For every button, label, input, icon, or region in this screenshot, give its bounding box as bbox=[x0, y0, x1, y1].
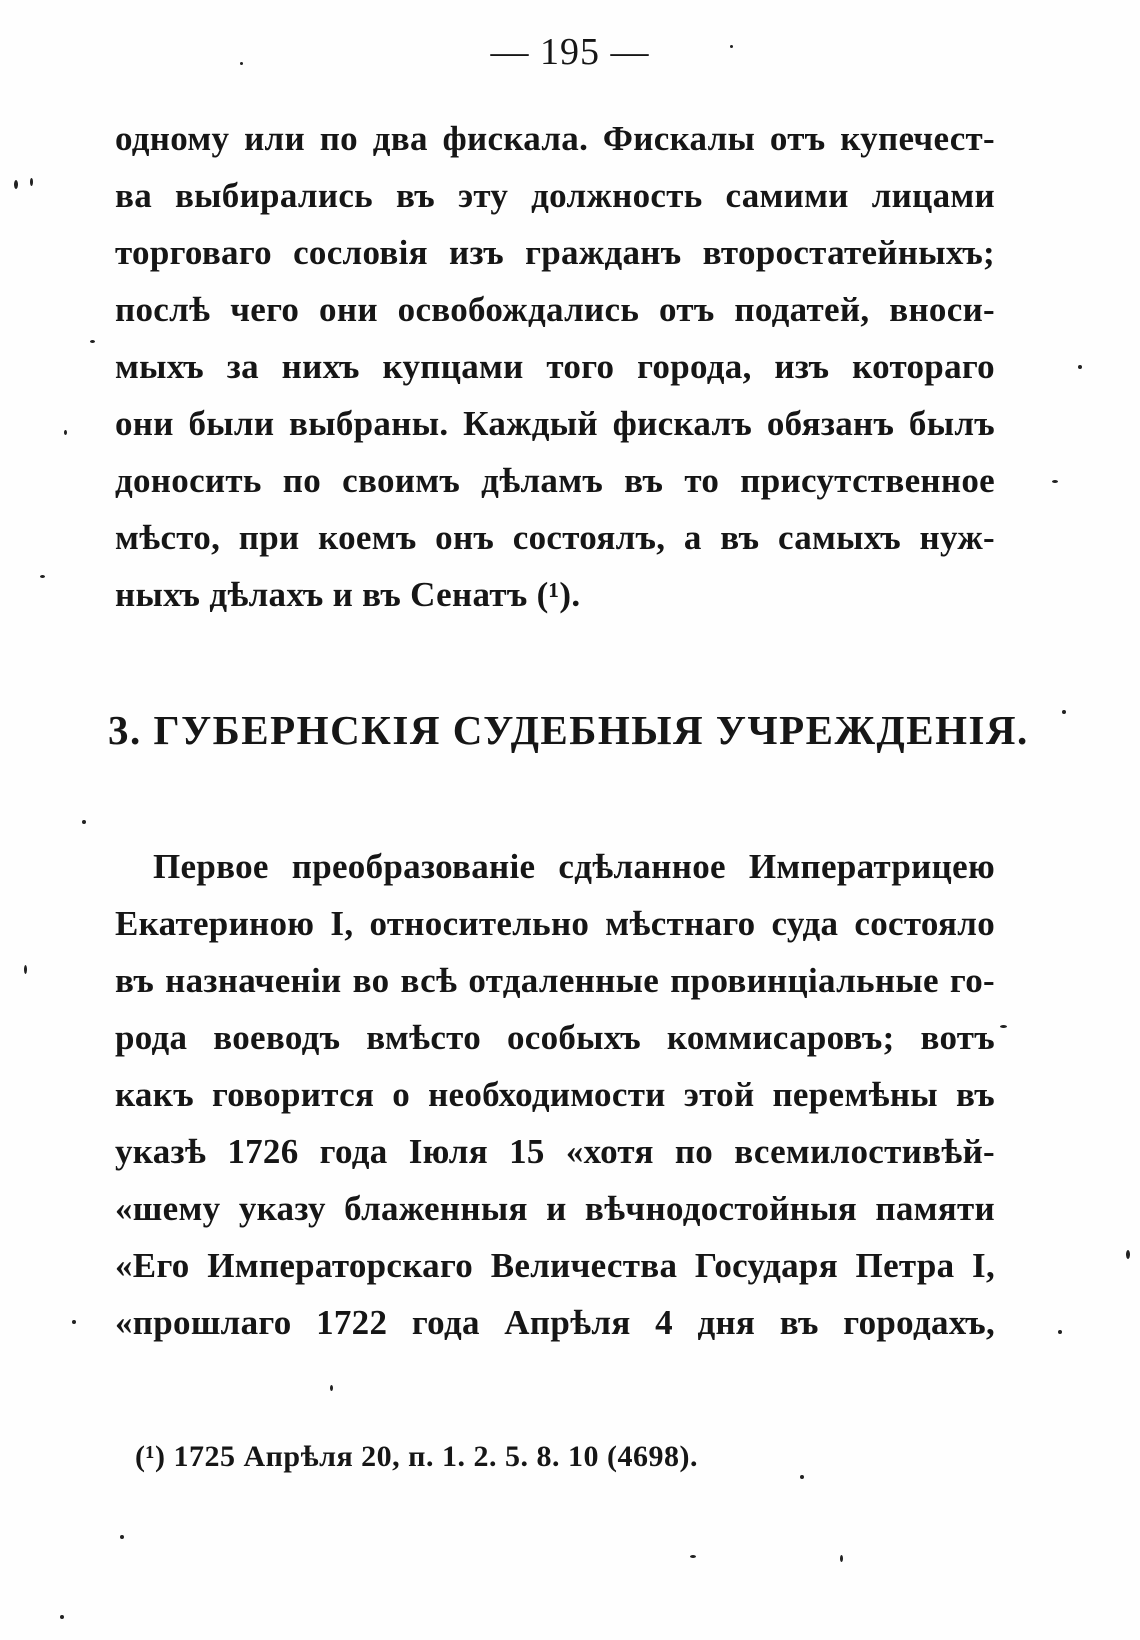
text-line: «шему указу блаженныя и вѣчнодостойныя памяти bbox=[115, 1189, 995, 1228]
text-line: «прошлаго 1722 года Апрѣля 4 дня въ городахъ, bbox=[115, 1303, 995, 1342]
text-line: послѣ чего они освобождались отъ податей, вноси- bbox=[115, 290, 995, 329]
scan-speck bbox=[24, 965, 27, 974]
scan-speck bbox=[1000, 1025, 1007, 1028]
text-line: какъ говорится о необходимости этой перемѣны въ bbox=[115, 1075, 995, 1114]
scan-speck bbox=[120, 1535, 124, 1539]
paragraph-fiscals bbox=[115, 110, 995, 623]
scan-speck bbox=[1058, 1330, 1062, 1334]
text-line: рода воеводъ вмѣсто особыхъ коммисаровъ; вотъ bbox=[115, 1018, 995, 1057]
page-number: — 195 — bbox=[490, 31, 650, 73]
text-line: ва выбирались въ эту должность самими лицами bbox=[115, 176, 995, 215]
scan-speck bbox=[1052, 480, 1058, 483]
scan-speck bbox=[60, 1615, 64, 1619]
text-line: торговаго сословія изъ граждaнъ второстатейныхъ; bbox=[115, 233, 995, 272]
scan-speck bbox=[72, 1320, 76, 1324]
text-line: Екатериною I, относительно мѣстнаго суда состояло bbox=[115, 904, 995, 943]
text-line: доносить по своимъ дѣламъ въ то присутственное bbox=[115, 461, 995, 500]
scan-speck bbox=[90, 340, 95, 343]
paragraph-catherine-reform bbox=[115, 838, 995, 1351]
scan-speck bbox=[1078, 365, 1082, 369]
text-line: въ назначеніи во всѣ отдаленные провинціальные го- bbox=[115, 961, 995, 1000]
text-line: мѣсто, при коемъ онъ состоялъ, а въ самыхъ нуж- bbox=[115, 518, 995, 557]
scan-speck bbox=[14, 180, 18, 189]
scan-speck bbox=[690, 1555, 696, 1558]
scan-speck bbox=[800, 1475, 804, 1479]
scan-speck bbox=[1062, 710, 1066, 714]
scan-speck bbox=[840, 1555, 843, 1562]
section-heading: 3. ГУБЕРНСКІЯ СУДЕБНЫЯ УЧРЕЖДЕНІЯ. bbox=[108, 707, 1029, 753]
text-line: они были выбраны. Каждый фискалъ обязанъ былъ bbox=[115, 404, 995, 443]
scan-speck bbox=[30, 178, 33, 186]
scan-speck bbox=[240, 62, 243, 65]
text-line: ныхъ дѣлахъ и въ Сенатъ (¹). bbox=[115, 575, 581, 614]
text-line: одному или по два фискала. Фискалы отъ купечест- bbox=[115, 119, 995, 158]
scan-speck bbox=[82, 820, 86, 824]
scan-speck bbox=[730, 45, 733, 48]
text-line: Первое преобразованіе сдѣланное Императрицею bbox=[153, 847, 995, 886]
text-line: указѣ 1726 года Іюля 15 «хотя по всемилостивѣй- bbox=[115, 1132, 995, 1171]
scan-speck bbox=[330, 1385, 333, 1391]
text-line: мыхъ за нихъ купцами того города, изъ котораго bbox=[115, 347, 995, 386]
text-line: «Его Императорскаго Величества Государя Петра I, bbox=[115, 1246, 995, 1285]
footnote: (¹) 1725 Апрѣля 20, п. 1. 2. 5. 8. 10 (4698). bbox=[135, 1440, 698, 1473]
scan-speck bbox=[1126, 1250, 1130, 1259]
scan-speck bbox=[64, 430, 67, 435]
scan-speck bbox=[40, 575, 45, 578]
